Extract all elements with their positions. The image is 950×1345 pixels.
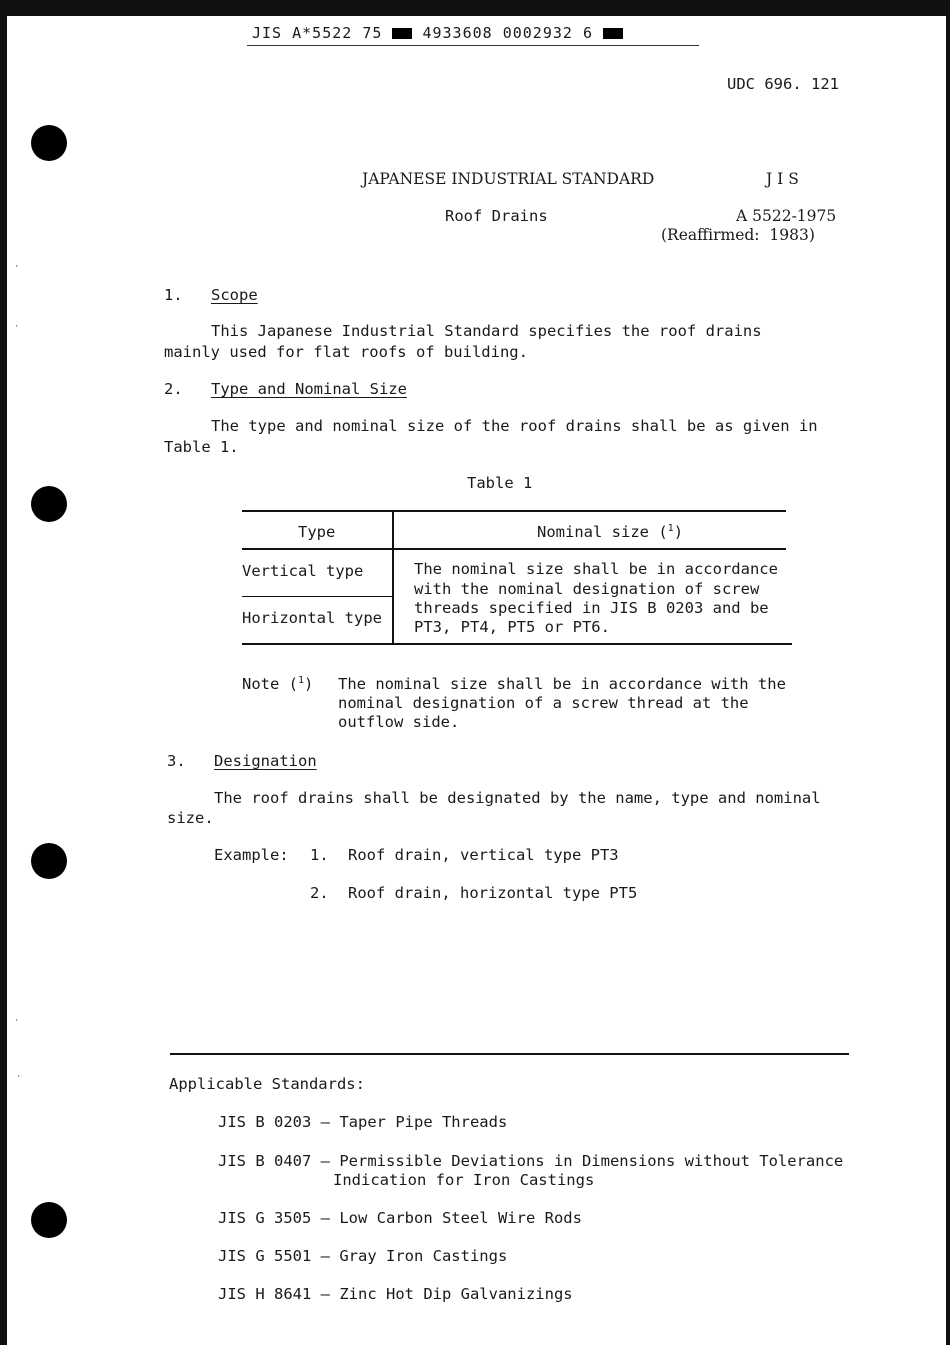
table-cell-horizontal-type: Horizontal type bbox=[242, 609, 382, 627]
punch-hole bbox=[31, 1202, 67, 1238]
punch-hole bbox=[31, 486, 67, 522]
example-number: 1. bbox=[310, 846, 329, 864]
standard-code: JIS B 0203 – Taper Pipe Threads bbox=[218, 1113, 508, 1131]
paragraph-line: Table 1. bbox=[164, 438, 239, 456]
scan-speck: · bbox=[14, 322, 20, 332]
applicable-heading: Applicable Standards: bbox=[169, 1075, 365, 1093]
example-item: Roof drain, horizontal type PT5 bbox=[348, 884, 638, 902]
scan-right-border bbox=[946, 0, 950, 1345]
scan-speck: · bbox=[16, 1072, 22, 1082]
paragraph-line: size. bbox=[167, 809, 214, 827]
header-rule bbox=[247, 45, 699, 46]
section-number: 2. bbox=[164, 380, 183, 398]
section-number: 1. bbox=[164, 286, 183, 304]
table-cell-size-line: threads specified in JIS B 0203 and be bbox=[414, 599, 769, 617]
example-number: 2. bbox=[310, 884, 329, 902]
note-label: Note ($^1$) bbox=[242, 675, 314, 694]
note-line: nominal designation of a screw thread at the bbox=[338, 694, 749, 712]
standard-code: JIS G 3505 – Low Carbon Steel Wire Rods bbox=[218, 1209, 582, 1227]
footnote-rule bbox=[170, 1053, 849, 1055]
table-cell-size-line: with the nominal designation of screw bbox=[414, 580, 760, 598]
punch-hole bbox=[31, 125, 67, 161]
scan-speck: · bbox=[14, 262, 20, 272]
table-header-type: Type bbox=[298, 523, 336, 541]
scan-left-border bbox=[0, 0, 7, 1345]
note-line: outflow side. bbox=[338, 713, 460, 731]
paragraph-line: The roof drains shall be designated by the name, type and nominal bbox=[214, 789, 821, 807]
table-top-rule bbox=[242, 510, 786, 512]
table-cell-size-line: PT3, PT4, PT5 or PT6. bbox=[414, 618, 610, 636]
udc-number: UDC 696. 121 bbox=[727, 75, 839, 93]
note-line: The nominal size shall be in accordance with the bbox=[338, 675, 786, 693]
standard-code: JIS G 5501 – Gray Iron Castings bbox=[218, 1247, 508, 1265]
table-header-nominal-size: Nominal size ($^1$) bbox=[537, 523, 684, 542]
scan-top-border bbox=[0, 0, 950, 16]
reaffirmed: (Reaffirmed: 1983) bbox=[661, 226, 815, 244]
doc-number: A 5522-1975 bbox=[736, 207, 837, 225]
section-number: 3. bbox=[167, 752, 186, 770]
table-caption: Table 1 bbox=[467, 474, 533, 492]
table-row-rule bbox=[242, 596, 394, 597]
scan-speck: · bbox=[14, 1016, 20, 1026]
example-item: Roof drain, vertical type PT3 bbox=[348, 846, 619, 864]
table-column-rule bbox=[392, 512, 394, 644]
table-header-rule bbox=[242, 548, 786, 550]
standard-title-continued: Indication for Iron Castings bbox=[333, 1171, 595, 1189]
paragraph-line: mainly used for flat roofs of building. bbox=[164, 343, 528, 361]
paragraph-line: The type and nominal size of the roof drains shall be as given in bbox=[211, 417, 818, 435]
table-cell-vertical-type: Vertical type bbox=[242, 562, 364, 580]
section-heading-scope: Scope bbox=[211, 286, 258, 304]
jis-mark: J I S bbox=[766, 170, 799, 188]
example-label: Example: bbox=[214, 846, 289, 864]
document-code: JIS A*5522 75 4933608 0002932 6 bbox=[252, 24, 623, 42]
standard-name: JAPANESE INDUSTRIAL STANDARD bbox=[362, 170, 655, 188]
standard-code: JIS H 8641 – Zinc Hot Dip Galvanizings bbox=[218, 1285, 573, 1303]
table-bottom-rule bbox=[242, 643, 792, 645]
doc-title: Roof Drains bbox=[445, 207, 548, 225]
standard-code: JIS B 0407 – Permissible Deviations in Dimensions without Tolerance bbox=[218, 1152, 844, 1170]
section-heading-designation: Designation bbox=[214, 752, 317, 770]
section-heading-type: Type and Nominal Size bbox=[211, 380, 407, 398]
table-cell-size-line: The nominal size shall be in accordance bbox=[414, 560, 778, 578]
punch-hole bbox=[31, 843, 67, 879]
paragraph-line: This Japanese Industrial Standard specifies the roof drains bbox=[211, 322, 762, 340]
